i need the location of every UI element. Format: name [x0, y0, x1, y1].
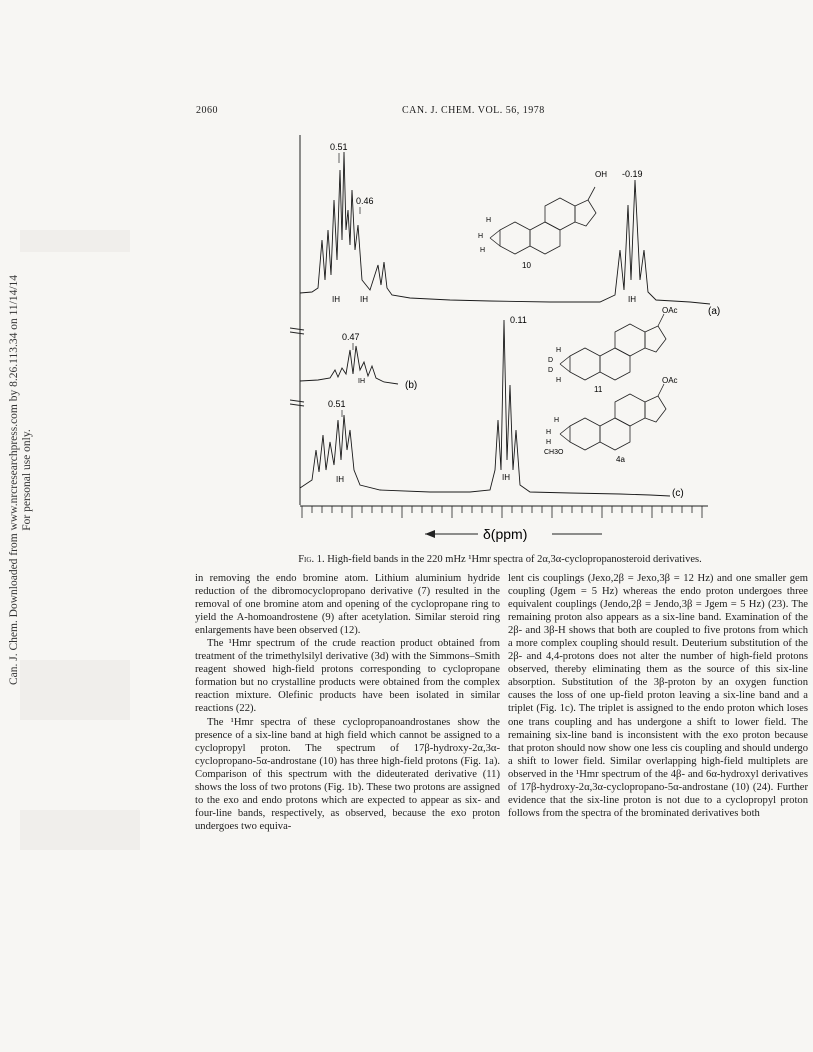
label-c-h1: H [554, 417, 560, 424]
label-b-oac: OAc [662, 306, 678, 315]
journal-header: CAN. J. CHEM. VOL. 56, 1978 [402, 105, 545, 116]
label-a-trace: (a) [708, 306, 721, 317]
label-a-ih1: IH [332, 295, 340, 304]
label-a-oh: OH [595, 170, 607, 179]
svg-text:H: H [480, 247, 486, 254]
nmr-spectra-svg [290, 130, 730, 550]
label-a-ih3: IH [628, 295, 636, 304]
label-b-d2: D [548, 367, 554, 374]
right-column [508, 572, 808, 820]
label-a-second: 0.46 [356, 196, 374, 206]
paragraph: The ¹Hmr spectrum of the crude reaction product obtained from treatment of the trimethylsilyl derivative (3d) with the Simmons–Smith reagent showed high-field protons corresponding to cyclopropane formation but no crystalline products were obtained from the complex reaction mixture. Olefinic products have been isolated in similar reactions (22). [195, 638, 500, 715]
label-c-compound: 4a [616, 455, 625, 464]
paragraph: The ¹Hmr spectra of these cyclopropanoandrostanes show the presence of a six-line band at high field which cannot be assigned to a cyclopropyl proton. The spectrum of 17β-hydroxy-2α,3α-cyclopropano-5α-androstane (10) has three high-field protons (Fig. 1a). Comparison of this spectrum with the dideuterated derivative (11) shows the loss of two protons (Fig. 1b). These two protons are assigned to the exo and endo protons which are expected to appear as six- and four-line bands, respectively, as observed, because the exo proton undergoes two equiva- [195, 716, 500, 832]
label-a-compound: 10 [522, 261, 531, 270]
molecule-11 [560, 314, 666, 380]
label-b-d1: D [548, 357, 554, 364]
label-c-mid: 0.11 [510, 315, 527, 325]
molecule-4a [560, 384, 666, 450]
paragraph: in removing the endo bromine atom. Lithium aluminium hydride reduction of the dibromocyclopropano derivative (7) resulted in the removal of one bromine atom and opening of the cyclopropane ring to yield the A-homoandrostene (9) after acetylation. Similar steroid ring enlargements have been observed (12). [195, 573, 500, 637]
label-c-peak: 0.51 [328, 399, 346, 409]
label-b-h2: H [556, 377, 562, 384]
label-b-compound: 11 [594, 385, 603, 394]
nmr-figure [290, 130, 730, 550]
svg-text:H: H [486, 217, 492, 224]
left-column [195, 572, 500, 833]
download-watermark [8, 250, 48, 710]
watermark-line-2: For personal use only. [21, 429, 33, 531]
paragraph: lent cis couplings (Jexo,2β = Jexo,3β = 12 Hz) and one smaller gem coupling (Jgem = 5 Hz) whereas the endo proton undergoes three equivalent couplings (Jendo,2β = Jendo,3β = Jgem = 5 Hz) (23). The remaining proton also appears as a six-line band. Examination of the 2β- and 3β-H shows that both are coupled to five protons from which a more complex coupling should result. Deuterium substitution of the 2β- and 4,4-protons does not alter the number of high-field protons observed, thereby eliminating them as the source of this six-line absorption. Substitution of the 3β-proton by an oxygen function causes the loss of one up-field proton leaving a six-line band and a triplet (Fig. 1c). The triplet is assigned to the endo proton which loses one trans coupling and has undergone a shift to lower field. The remaining six-line band is inconsistent with the exo proton because that proton should now show one less cis coupling and should undergo a shift to lower field. Similar overlapping high-field multiplets are observed in the ¹Hmr spectrum of the 4β- and 6α-hydroxyl derivatives of 17β-hydroxy-2α,3α-cyclopropano-5α-androstane (10) (24). Further evidence that the six-line proton is not due to a cyclopropyl proton follows from the spectra of the brominated derivatives both [508, 573, 808, 819]
label-c-ch3o: CH3O [544, 449, 564, 456]
figure-caption [230, 554, 770, 565]
label-b-h1: H [556, 347, 562, 354]
trace-c [300, 320, 670, 496]
label-b-peak: 0.47 [342, 332, 360, 342]
scan-smudge [20, 230, 130, 252]
scan-smudge [20, 810, 140, 850]
axis-ticks [302, 506, 702, 518]
molecule-10 [490, 187, 596, 254]
label-c-trace: (c) [672, 488, 684, 499]
label-c-ih1: IH [336, 475, 344, 484]
label-c-h2: H [546, 429, 552, 436]
axis-label: δ(ppm) [483, 526, 528, 542]
label-a-ih2: IH [360, 295, 368, 304]
label-b-trace: (b) [405, 380, 418, 391]
label-c-ih2: IH [502, 473, 510, 482]
caption-label: Fig. 1. [298, 554, 325, 565]
trace-a [300, 152, 710, 304]
label-a-right: -0.19 [622, 169, 643, 179]
label-b-ih: IH [358, 378, 365, 385]
svg-text:H: H [478, 233, 484, 240]
scan-smudge [20, 660, 130, 720]
caption-text: High-field bands in the 220 mHz ¹Hmr spectra of 2α,3α-cyclopropanosteroid derivatives. [327, 554, 702, 565]
trace-b [300, 346, 398, 384]
label-c-oac: OAc [662, 376, 678, 385]
watermark-line-1: Can. J. Chem. Downloaded from www.nrcresearchpress.com by 8.26.113.34 on 11/14/14 [8, 274, 20, 686]
label-c-h3: H [546, 439, 552, 446]
page-number: 2060 [196, 105, 218, 116]
label-a-top: 0.51 [330, 142, 348, 152]
